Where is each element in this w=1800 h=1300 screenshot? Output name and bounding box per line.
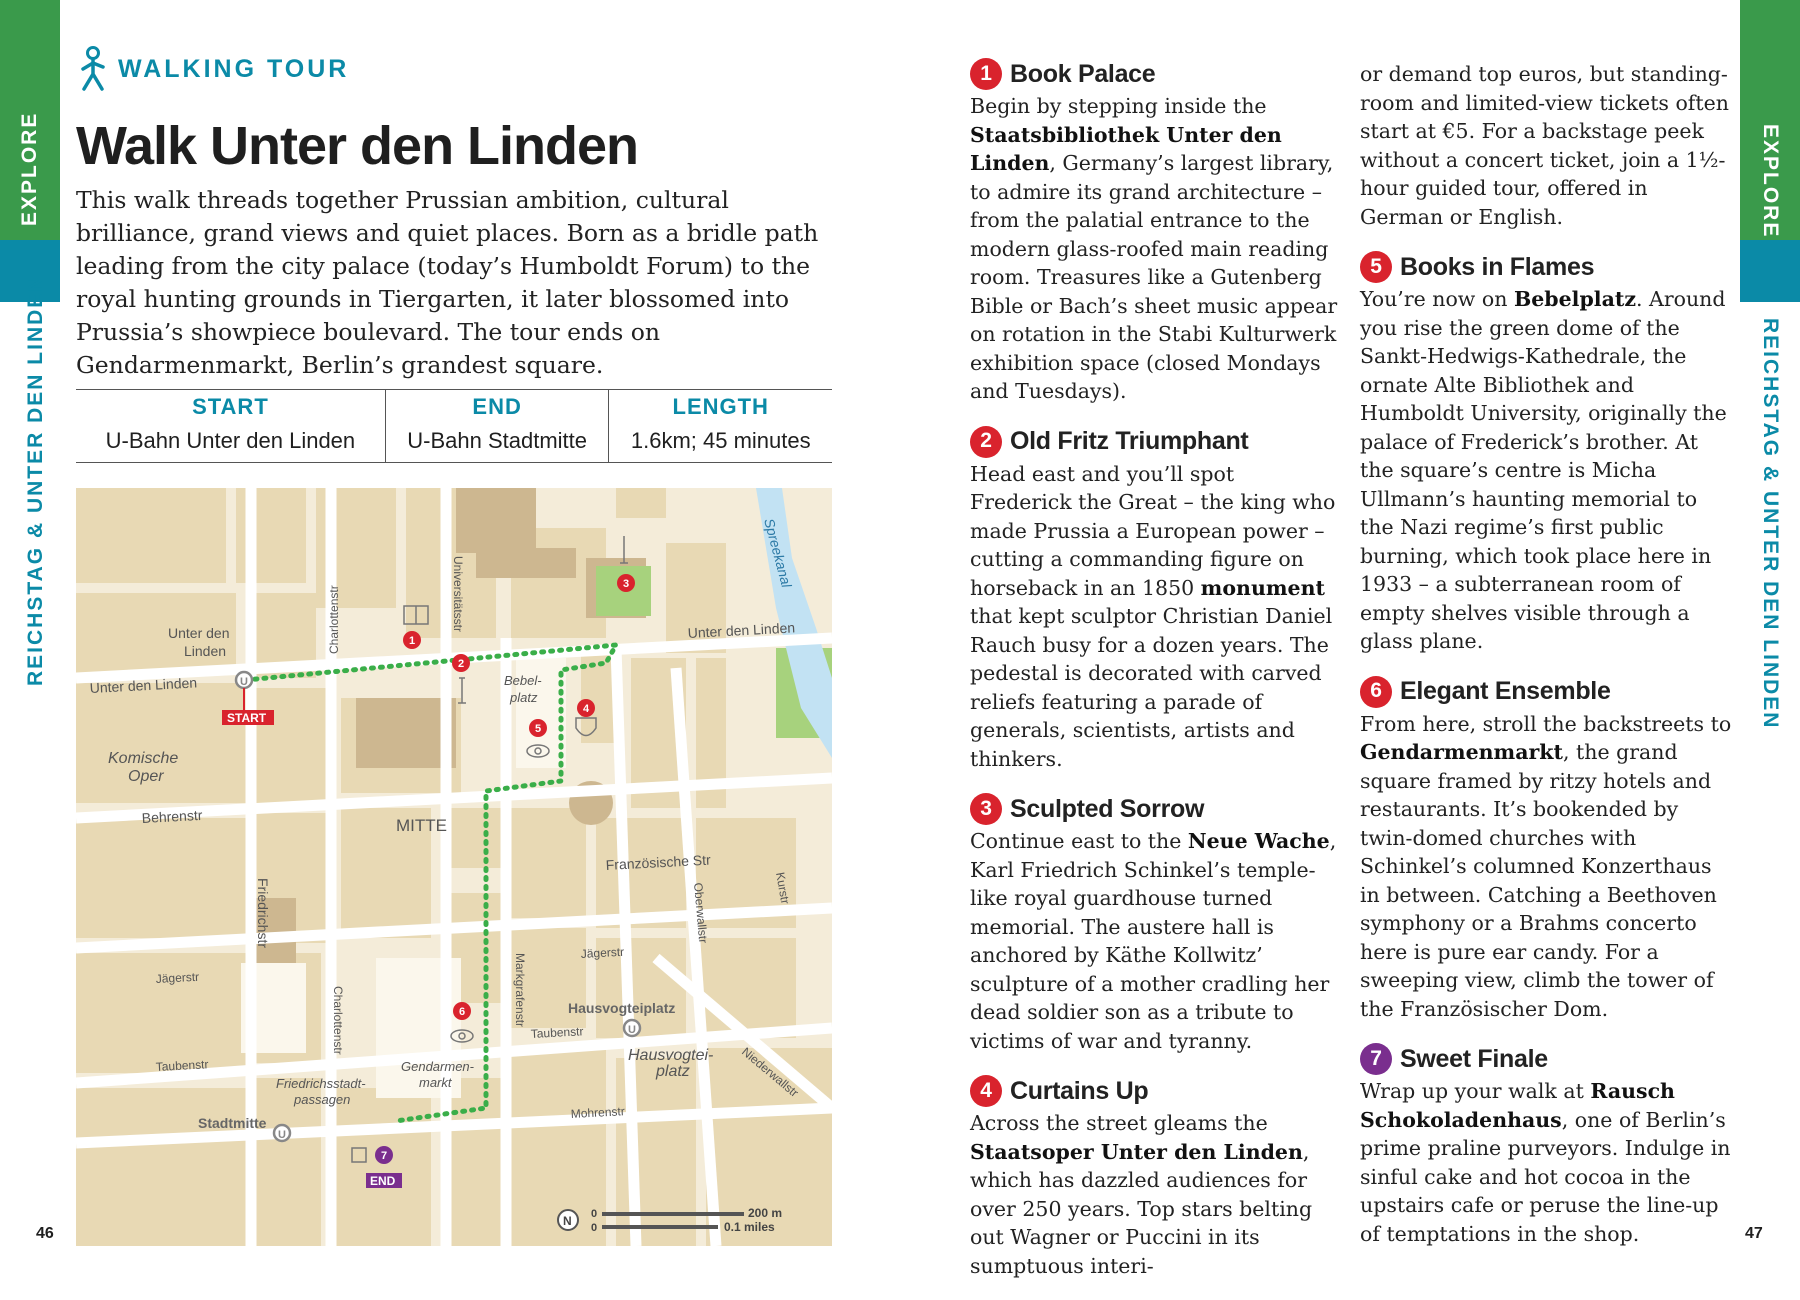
end-tag-label: END bbox=[370, 1174, 396, 1188]
map-label-friedrichstr: Friedrichstr bbox=[255, 878, 271, 949]
explore-tab-label: EXPLORE bbox=[18, 111, 41, 226]
stop-7-number: 7 bbox=[1360, 1043, 1392, 1075]
end-header: END bbox=[385, 390, 609, 423]
map-label-bebelplatz-a: Bebel- bbox=[504, 673, 542, 688]
map-label-taubenstr-west: Taubenstr bbox=[155, 1057, 209, 1074]
map-label-friedrichsstadt-b: passagen bbox=[294, 1092, 351, 1107]
walking-tour-text: WALKING TOUR bbox=[118, 54, 350, 83]
page-number-left: 46 bbox=[36, 1225, 54, 1242]
svg-text:U: U bbox=[278, 1129, 286, 1141]
stop-4-title: Curtains Up bbox=[1010, 1076, 1149, 1105]
length-header: LENGTH bbox=[609, 390, 832, 423]
map-marker-1-label: 1 bbox=[408, 635, 416, 647]
walking-person-icon bbox=[76, 46, 110, 92]
stop-6-number: 6 bbox=[1360, 676, 1392, 708]
map-label-gendarmenmarkt-a: Gendarmen- bbox=[401, 1059, 474, 1074]
map-label-mitte: MITTE bbox=[396, 816, 447, 835]
scale-miles: 0.1 miles bbox=[724, 1220, 775, 1234]
map-label-unter-den-linden-street-west: Unter den Linden bbox=[89, 674, 198, 696]
map-label-charlottenstr-north: Charlottenstr bbox=[327, 585, 341, 654]
right-column-2 bbox=[1360, 60, 1735, 1268]
map-label-unter-den-linden-street-east: Unter den Linden bbox=[687, 619, 796, 641]
left-side-tab bbox=[0, 0, 60, 1299]
map-label-hausvogteiplatz-station: Hausvogteiplatz bbox=[568, 1000, 676, 1016]
page-title: Walk Unter den Linden bbox=[76, 116, 639, 176]
stop-1-number: 1 bbox=[970, 58, 1002, 90]
stop-1-heading bbox=[970, 58, 1338, 90]
page-number-right: 47 bbox=[1745, 1225, 1763, 1242]
north-label: N bbox=[563, 1214, 572, 1228]
map-label-kurstr: Kurstr bbox=[773, 871, 793, 906]
start-header: START bbox=[192, 394, 269, 419]
map-label-unter-den-linden-a: Unter den bbox=[168, 625, 230, 641]
svg-text:U: U bbox=[628, 1024, 636, 1036]
map-label-taubenstr-east: Taubenstr bbox=[530, 1024, 584, 1041]
map-marker-2-label: 2 bbox=[457, 658, 465, 670]
stop-2-text: Head east and you’ll spot Frederick the Great – the king who made Prussia a European power – cutting a commanding figure on horseback in an 1850 monument that kept sculptor Christian Daniel Rauch busy for a dozen years. The pedestal is decorated with carved reliefs featuring a parade of generals, scientists, artists and thinkers. bbox=[970, 461, 1336, 771]
stop-7-title: Sweet Finale bbox=[1400, 1044, 1548, 1073]
scale-meters: 200 m bbox=[748, 1206, 783, 1220]
stop-6-heading bbox=[1360, 676, 1735, 708]
map-label-unter-den-linden-b: Linden bbox=[184, 643, 227, 659]
stop-2-heading bbox=[970, 426, 1338, 458]
map-marker-7-label: 7 bbox=[380, 1150, 388, 1162]
stop-5-number: 5 bbox=[1360, 251, 1392, 283]
explore-tab-label-right: EXPLORE bbox=[1759, 124, 1782, 239]
map-label-jaegerstr-east: Jägerstr bbox=[580, 944, 625, 961]
stop-4-number: 4 bbox=[970, 1075, 1002, 1107]
stop-3-text: Continue east to the Neue Wache, Karl Friedrich Schinkel’s temple-like royal guardhouse turned memorial. The austere hall is anchored by Käthe Kollwitz’ sculpture of a mother cradling her dead soldier son as a tribute to victims of war and tyranny. bbox=[970, 829, 1337, 1053]
walking-tour-map bbox=[76, 488, 832, 1246]
stop-1-text: Begin by stepping inside the Staatsbibliothek Unter den Linden, Germany’s largest library, to admire its grand architecture – from the palatial entrance to the modern glass-roofed main reading room. Treasures like a Gutenberg Bible or Bach’s sheet music appear on rotation in the Stabi Kulturwerk exhibition space (closed Mondays and Tuesdays). bbox=[970, 94, 1338, 403]
map-label-friedrichsstadt-a: Friedrichsstadt- bbox=[276, 1076, 366, 1091]
stop-7-text: Wrap up your walk at Rausch Schokoladenhaus, one of Berlin’s prime praline purveyors. Indulge in sinful cake and hot cocoa in the upstairs cafe or peruse the line-up of temptations in the shop. bbox=[1360, 1079, 1731, 1246]
map-label-oberwallstr: Oberwallstr bbox=[691, 882, 711, 944]
start-value: U-Bahn Unter den Linden bbox=[105, 428, 356, 453]
stop-5-heading bbox=[1360, 251, 1735, 283]
svg-text:U: U bbox=[240, 676, 248, 688]
stop-3-heading bbox=[970, 793, 1338, 825]
right-side-tab bbox=[1740, 0, 1800, 1299]
intro-paragraph: This walk threads together Prussian ambition, cultural brilliance, grand views and quiet places. Born as a bridle path leading from the city palace (today’s Humboldt Forum) to the royal hunting grounds in Tiergarten, it later blossomed into Prussia’s showpiece boulevard. The tour ends on Gendarmenmarkt, Berlin’s grandest square. bbox=[76, 186, 819, 379]
stop-6-title: Elegant Ensemble bbox=[1400, 677, 1611, 706]
map-label-spreekanal: Spreekanal bbox=[761, 516, 795, 590]
stop-6-text: From here, stroll the backstreets to Gendarmenmarkt, the grand square framed by ritzy hotels and restaurants. It’s bookended by twin-domed churches with Schinkel’s columned Konzerthaus in between. Catching a Beethoven symphony or a Brahms concerto here is pure ear candy. For a sweeping view, climb the tower of the Französischer Dom. bbox=[1360, 711, 1732, 1021]
ubahn-station-icon bbox=[624, 1020, 640, 1036]
scale-zero-top: 0 bbox=[591, 1208, 598, 1220]
stop-3-number: 3 bbox=[970, 793, 1002, 825]
length-value: 1.6km; 45 minutes bbox=[609, 422, 832, 463]
map-label-komische-a: Komische bbox=[108, 750, 179, 767]
map-label-bebelplatz-b: platz bbox=[510, 690, 538, 705]
section-tab-label: REICHSTAG & UNTER DEN LINDEN bbox=[24, 274, 47, 686]
ubahn-station-icon bbox=[274, 1125, 290, 1141]
right-column-1 bbox=[970, 58, 1338, 1300]
stop-2-title: Old Fritz Triumphant bbox=[1010, 427, 1249, 456]
scale-zero-bottom: 0 bbox=[591, 1222, 598, 1234]
stop-1-title: Book Palace bbox=[1010, 59, 1156, 88]
map-label-behrenstr: Behrenstr bbox=[141, 806, 203, 826]
end-value: U-Bahn Stadtmitte bbox=[385, 422, 609, 463]
start-tag-label: START bbox=[227, 711, 267, 725]
map-label-jaegerstr-west: Jägerstr bbox=[155, 969, 200, 986]
map-marker-4-label: 4 bbox=[582, 703, 590, 715]
stop-2-number: 2 bbox=[970, 426, 1002, 458]
map-label-stadtmitte: Stadtmitte bbox=[198, 1115, 267, 1131]
map-label-charlottenstr-south: Charlottenstr bbox=[331, 986, 345, 1055]
map-label-gendarmenmarkt-b: markt bbox=[419, 1075, 452, 1090]
map-label-hausvogtei-a: Hausvogtei- bbox=[628, 1047, 714, 1064]
tour-info-table bbox=[76, 389, 832, 463]
stop-5-title: Books in Flames bbox=[1400, 252, 1595, 281]
map-marker-3-label: 3 bbox=[622, 578, 630, 590]
section-tab-label-right: REICHSTAG & UNTER DEN LINDEN bbox=[1759, 318, 1782, 730]
map-label-niederwallstr: Niederwallstr bbox=[739, 1044, 802, 1100]
stop-4-text: Across the street gleams the Staatsoper Unter den Linden, which has dazzled audiences for over 250 years. Top stars belting out Wagner or Puccini in its sumptuous interi- bbox=[970, 1111, 1313, 1278]
stop-3-title: Sculpted Sorrow bbox=[1010, 794, 1205, 823]
stop-5-text: You’re now on Bebelplatz. Around you rise the green dome of the Sankt-Hedwigs-Kathedrale, the ornate Alte Bibliothek and Humboldt University, originally the palace of Frederick’s brother. At the square’s centre is Micha Ullmann’s haunting memorial to the Nazi regime’s first public burning, which took place here in 1933 – a subterranean room of empty shelves visible through a glass plane. bbox=[1360, 287, 1727, 653]
walking-tour-label bbox=[76, 46, 349, 92]
stop-4-text-continued: or demand top euros, but standing-room and limited-view tickets often start at €5. For a backstage peek without a concert ticket, join a 1½-hour guided tour, offered in German or English. bbox=[1360, 62, 1729, 229]
stop-4-heading bbox=[970, 1075, 1338, 1107]
map-label-mohrenstr: Mohrenstr bbox=[570, 1104, 626, 1121]
stop-7-heading bbox=[1360, 1043, 1735, 1075]
section-tab-bg-right bbox=[1740, 240, 1800, 302]
ubahn-station-icon bbox=[236, 672, 252, 688]
map-label-hausvogtei-b: platz bbox=[656, 1063, 690, 1080]
map-label-franzoesische-str: Französische Str bbox=[605, 851, 712, 873]
map-label-universitaetsstr: Universitätsstr bbox=[451, 556, 465, 633]
map-label-markgrafenstr: Markgrafenstr bbox=[513, 953, 527, 1028]
map-marker-6-label: 6 bbox=[458, 1006, 466, 1018]
map-label-komische-b: Oper bbox=[128, 768, 164, 785]
map-marker-5-label: 5 bbox=[534, 723, 542, 735]
